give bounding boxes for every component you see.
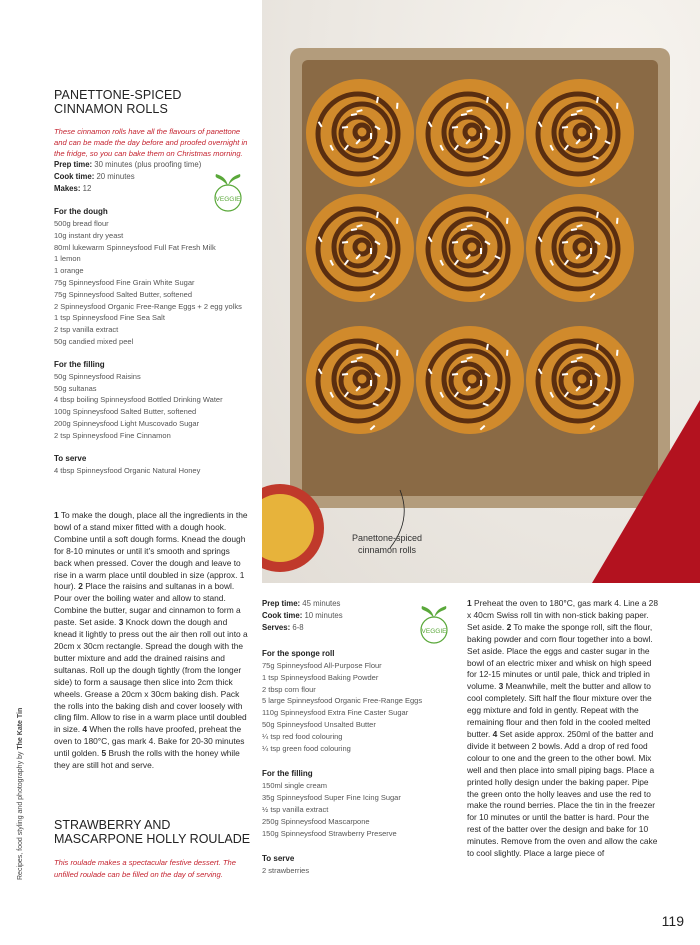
photo-illustration <box>262 0 700 583</box>
ingredient-item: 150g Spinneysfood Strawberry Preserve <box>262 828 397 838</box>
step-text: Meanwhile, melt the butter and allow to cool completely. Sift half the flour mixture over the egg mixture and fold in gently. Repeat with the remaining flour and then fold in the cooled melted butter. <box>467 681 652 739</box>
serve-heading: To serve <box>54 453 87 463</box>
recipe1-title: PANETTONE-SPICED CINNAMON ROLLS <box>54 88 182 116</box>
step-text: Knock down the dough and knead it lightly to press out the air then roll out into a 20cm x 30cm rectangle. Spread the dough with the butter mixture and add the drained raisins and sultanas. Roll up the dough tightly (from the longer side) to form a sausage then slice into 2cm thick wheels. Grease a 20cm x 30cm baking dish. Pack the rolls into the baking dish and cover loosely with cling film. Allow to rise in a warm place until doubled in size. <box>54 617 248 735</box>
makes-label: Makes: <box>54 184 81 193</box>
recipe1-prep <box>54 159 249 171</box>
ingredient-item: 5 large Spinneysfood Organic Free-Range Eggs <box>262 696 423 706</box>
ingredient-item: ½ tsp vanilla extract <box>262 804 329 814</box>
cook-label: Cook time: <box>54 172 95 181</box>
serves-value: 6-8 <box>290 623 304 632</box>
ingredient-item: 150ml single cream <box>262 781 328 791</box>
ingredient-item: 50g Spinneysfood Raisins <box>54 371 141 381</box>
serve-ingredients <box>54 465 249 477</box>
step-number: 2 <box>78 581 83 592</box>
dough-ingredients <box>54 218 249 348</box>
step-number: 2 <box>506 621 512 632</box>
ingredient-item: 4 tbsp boiling Spinneysfood Bottled Drinking Water <box>54 395 223 405</box>
prep-value: 45 minutes <box>300 599 341 608</box>
cinnamon-roll <box>306 326 414 434</box>
cinnamon-roll <box>416 194 524 302</box>
credit-name: The Kate Tin <box>17 707 24 750</box>
filling2-ingredients <box>262 780 452 839</box>
recipe1-header <box>54 88 249 476</box>
cook-value: 20 minutes <box>94 172 135 181</box>
sponge-ingredients <box>262 660 452 754</box>
step-number: 3 <box>498 681 504 692</box>
prep-label: Prep time: <box>54 160 93 169</box>
dough-heading: For the dough <box>54 207 108 216</box>
ingredient-item: 75g Spinneysfood All-Purpose Flour <box>262 661 382 670</box>
page-number: 119 <box>661 913 684 929</box>
ingredient-item: 1 tsp Spinneysfood Baking Powder <box>262 672 379 682</box>
step-text: Preheat the oven to 180°C, gas mark 4. Line a 28 x 40cm Swiss roll tin with non-stick baking paper. Set aside. <box>467 598 658 632</box>
rolls-group <box>306 79 634 434</box>
cook-value: 10 minutes <box>302 611 343 620</box>
veggie-badge-icon <box>418 604 450 644</box>
ingredient-item: 75g Spinneysfood Fine Grain White Sugar <box>54 277 195 287</box>
step-text: Place the raisins and sultanas in a bowl. Pour over the boiling water and allow to stand. Combine the butter, sugar and cinnamon to form a paste. Set aside. <box>54 581 241 628</box>
veggie-badge-text: VEGGIE <box>421 628 447 635</box>
cinnamon-roll <box>526 326 634 434</box>
ingredient-item: 2 tsp vanilla extract <box>54 325 119 335</box>
step-text: To make the dough, place all the ingredients in the bowl of a stand mixer fitted with a dough hook. Combine until a soft dough forms. Knead the dough for 8-10 minutes or until it’s smooth and springs back when pressed. Cover the dough and leave to rise in a warm place until doubled in size (approx. 1 hour). <box>54 510 248 592</box>
cinnamon-roll <box>306 79 414 187</box>
ingredient-item: 1 lemon <box>54 254 81 264</box>
ingredient-item: 50g Spinneysfood Unsalted Butter <box>262 719 376 729</box>
credit-prefix: Recipes, food styling and photography by <box>17 749 24 880</box>
serve2-ingredients <box>262 865 452 877</box>
veggie-badge-icon <box>212 172 244 212</box>
ingredient-item: 4 tbsp Spinneysfood Organic Natural Honey <box>54 465 201 475</box>
recipe2-intro: This roulade makes a spectacular festive dessert. The unfilled roulade can be filled on the day of serving. <box>54 858 236 879</box>
serves-label: Serves: <box>262 623 291 632</box>
ingredient-item: 100g Spinneysfood Salted Butter, softened <box>54 407 197 417</box>
prep-value: 30 minutes (plus proofing time) <box>92 160 202 169</box>
cinnamon-roll <box>416 326 524 434</box>
photo-credit <box>17 708 24 880</box>
cinnamon-roll <box>526 194 634 302</box>
step-number: 4 <box>82 724 88 735</box>
step-number: 5 <box>101 748 107 759</box>
filling-heading: For the filling <box>54 359 105 369</box>
recipe1-method <box>54 510 249 772</box>
step-text: To make the sponge roll, sift the flour, baking powder and corn flour together into a bowl. Set aside. Place the eggs and caster sugar in the bowl of an electric mixer and whisk on high speed for 12-15 minutes or until pale, thick and tripled in volume. <box>467 621 653 692</box>
ingredient-item: 35g Spinneysfood Super Fine Icing Sugar <box>262 793 401 803</box>
cinnamon-roll <box>416 79 524 187</box>
step-text: Brush the rolls with the honey while they are still hot and serve. <box>54 748 240 771</box>
sponge-heading: For the sponge roll <box>262 649 335 658</box>
step-text: Set aside approx. 250ml of the batter and divide it between 2 bowls. Add a drop of red food colour to one and the green to the other bowl. Mix well and then place into small piping bags. Place a printed holly design under the baking paper. Pipe the green onto the holly leaves and use the red to make the round berries. Place the tin in the freezer for 10 minutes or until the batter is hard. Pour the rest of the batter over the design and bake for 10 minutes. Remove from the oven and allow the cake to cool slightly. Place a large piece of <box>467 728 658 859</box>
step-number: 4 <box>492 728 498 739</box>
ingredient-item: 2 strawberries <box>262 866 310 876</box>
cinnamon-roll <box>526 79 634 187</box>
recipe2-title: STRAWBERRY AND MASCARPONE HOLLY ROULADE <box>54 818 251 846</box>
ingredient-item: 2 Spinneysfood Organic Free-Range Eggs + 2 egg yolks <box>54 301 242 311</box>
ingredient-item: 500g bread flour <box>54 219 109 228</box>
ingredient-item: 1 tsp Spinneysfood Fine Sea Salt <box>54 313 165 323</box>
ingredient-item: 1 orange <box>54 266 84 276</box>
makes-value: 12 <box>80 184 92 193</box>
cinnamon-rolls-photo <box>262 0 700 583</box>
prep-label: Prep time: <box>262 599 301 608</box>
step-number: 3 <box>118 617 124 628</box>
ingredient-item: 50g candied mixed peel <box>54 336 134 346</box>
veggie-badge-text: VEGGIE <box>215 196 241 203</box>
ingredient-item: 250g Spinneysfood Mascarpone <box>262 816 370 826</box>
step-number: 1 <box>54 510 59 520</box>
filling2-heading: For the filling <box>262 769 313 779</box>
ingredient-item: 110g Spinneysfood Extra Fine Caster Sugar <box>262 708 409 718</box>
ingredient-item: 2 tsp Spinneysfood Fine Cinnamon <box>54 430 171 440</box>
cook-label: Cook time: <box>262 611 303 620</box>
recipe1-intro: These cinnamon rolls have all the flavours of panettone and can be made the day before and proofed overnight in the fridge, so you can bake them on Christmas morning. <box>54 127 248 158</box>
ingredient-item: 75g Spinneysfood Salted Butter, softened <box>54 289 193 299</box>
filling-ingredients <box>54 371 249 442</box>
step-text: When the rolls have proofed, preheat the oven to 180°C, gas mark 4. Bake for 20-30 minutes until golden. <box>54 724 245 759</box>
ingredient-item: 200g Spinneysfood Light Muscovado Sugar <box>54 418 200 428</box>
ingredient-item: 2 tbsp corn flour <box>262 684 316 694</box>
ingredient-item: ¼ tsp green food colouring <box>262 743 351 753</box>
ingredient-item: 80ml lukewarm Spinneysfood Full Fat Fresh Milk <box>54 242 216 252</box>
photo-caption: Panettone-spiced cinnamon rolls <box>351 533 423 555</box>
cinnamon-roll <box>306 194 414 302</box>
step-number: 1 <box>467 598 472 608</box>
ingredient-item: 50g sultanas <box>54 383 97 393</box>
serve2-heading: To serve <box>262 854 295 864</box>
ingredient-item: ¼ tsp red food colouring <box>262 731 343 741</box>
ingredient-item: 10g instant dry yeast <box>54 230 124 240</box>
recipe2-method <box>467 598 662 860</box>
